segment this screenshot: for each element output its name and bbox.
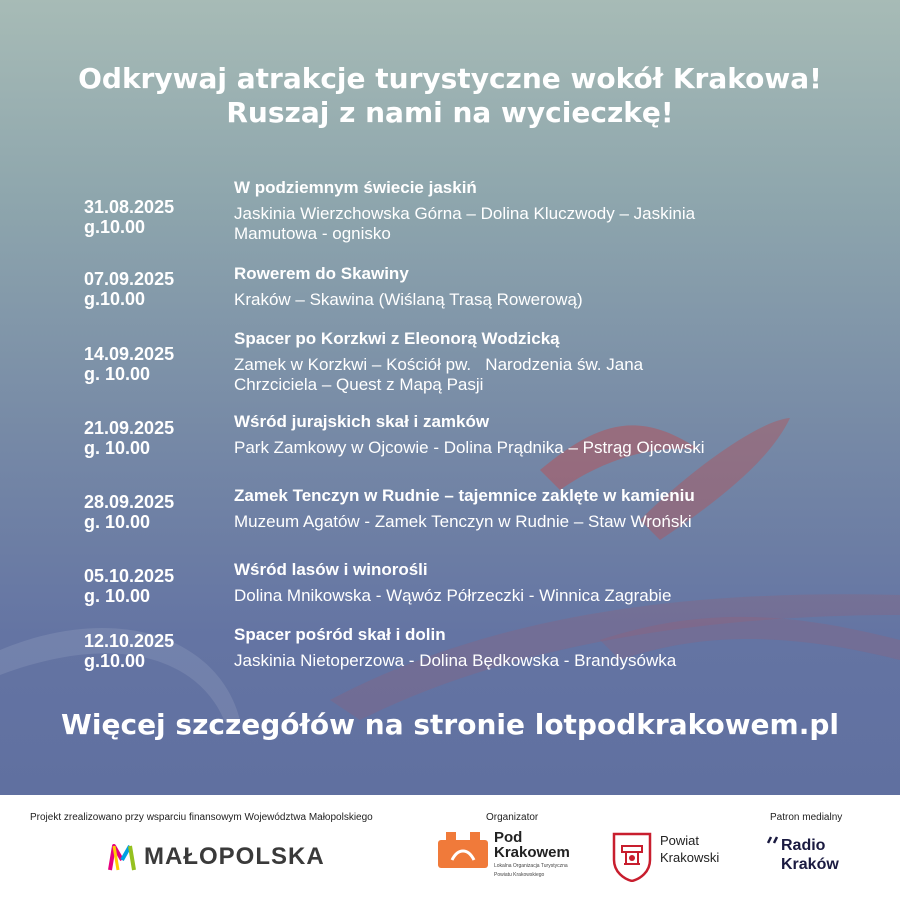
event-date-time: g. 10.00 (84, 586, 151, 606)
podkrakowem-sub-2: Powiatu Krakowskiego (494, 872, 545, 878)
event-date (84, 418, 224, 458)
event-desc (234, 651, 824, 671)
event-date-day: 28.09.2025 (84, 492, 175, 512)
event-date-day: 31.08.2025 (84, 197, 175, 217)
podkrakowem-word-2: Krakowem (494, 844, 570, 861)
event-info (234, 484, 824, 532)
event-desc-line: Dolina Mnikowska - Wąwóz Półrzeczki - Winnica Zagrabie (234, 586, 672, 605)
powiat-word-1: Powiat (660, 833, 700, 848)
event-date-time: g.10.00 (84, 651, 146, 671)
headline (0, 62, 900, 130)
event-date (84, 269, 224, 309)
event-info (234, 262, 824, 310)
event-date (84, 566, 224, 606)
powiat-word-2: Krakowski (660, 850, 720, 865)
event-desc-line: Chrzciciela – Quest z Mapą Pasji (234, 375, 484, 394)
event-info (234, 558, 824, 606)
podkrakowem-icon (438, 830, 488, 870)
event-date-time: g. 10.00 (84, 512, 151, 532)
malopolska-wordmark: MAŁOPOLSKA (144, 843, 325, 870)
event-date (84, 492, 224, 532)
event-desc-line: Jaskinia Wierzchowska Górna – Dolina Kluczwody – Jaskinia (234, 204, 696, 223)
event-date-day: 21.09.2025 (84, 418, 175, 438)
event-info (234, 327, 824, 395)
event-date-day: 05.10.2025 (84, 566, 175, 586)
powiat-krakowski-logo (612, 832, 719, 882)
event-desc (234, 290, 824, 310)
event-desc (234, 438, 824, 458)
radio-quote-icon (767, 836, 781, 844)
patron-label: Patron medialny (770, 812, 843, 823)
event-desc-line: Jaskinia Nietoperzowa - Dolina Będkowska - Brandysówka (234, 651, 677, 670)
event-date-time: g. 10.00 (84, 364, 151, 384)
event-title: Wśród jurajskich skał i zamków (234, 412, 490, 431)
radio-word-2: Kraków (781, 856, 839, 873)
event-info (234, 410, 824, 458)
event-date-time: g.10.00 (84, 289, 146, 309)
event-date-time: g.10.00 (84, 217, 146, 237)
podkrakowem-logo (438, 830, 570, 878)
headline-line-1: Odkrywaj atrakcje turystyczne wokół Krakowa! (78, 62, 822, 95)
event-title: Rowerem do Skawiny (234, 264, 409, 283)
more-info-link-text: Więcej szczegółów na stronie lotpodkrakowem.pl (61, 708, 839, 741)
support-label: Projekt zrealizowano przy wsparciu finansowym Województwa Małopolskiego (30, 812, 373, 823)
event-title: Zamek Tenczyn w Rudnie – tajemnice zaklęte w kamieniu (234, 486, 695, 505)
event-desc-line: Muzeum Agatów - Zamek Tenczyn w Rudnie – Staw Wroński (234, 512, 692, 531)
event-desc (234, 586, 824, 606)
event-desc-line: Mamutowa - ognisko (234, 224, 391, 243)
event-desc (234, 512, 824, 532)
podkrakowem-word-1: Pod (494, 829, 523, 846)
headline-line-2: Ruszaj z nami na wycieczkę! (226, 96, 674, 129)
podkrakowem-sub-1: Lokalna Organizacja Turystyczna (494, 863, 568, 869)
event-title: W podziemnym świecie jaskiń (234, 178, 477, 197)
event-date-time: g. 10.00 (84, 438, 151, 458)
event-desc-line: Kraków – Skawina (Wiślaną Trasą Rowerową) (234, 290, 583, 309)
event-desc-line: Zamek w Korzkwi – Kościół pw. Narodzenia św. Jana (234, 355, 644, 374)
event-desc-line: Park Zamkowy w Ojcowie - Dolina Prądnika – Pstrąg Ojcowski (234, 438, 705, 457)
organizer-label: Organizator (486, 812, 539, 823)
event-title: Wśród lasów i winorośli (234, 560, 428, 579)
malopolska-m-icon (108, 842, 136, 872)
event-title: Spacer pośród skał i dolin (234, 625, 446, 644)
event-date-day: 07.09.2025 (84, 269, 175, 289)
coat-of-arms-icon (612, 832, 652, 882)
event-title: Spacer po Korzkwi z Eleonorą Wodzicką (234, 329, 560, 348)
radio-krakow-logo (767, 836, 839, 874)
event-info (234, 176, 824, 244)
radio-word-1: Radio (781, 837, 826, 854)
event-date (84, 197, 224, 237)
malopolska-logo (108, 842, 325, 872)
event-date-day: 12.10.2025 (84, 631, 175, 651)
event-date (84, 344, 224, 384)
event-date (84, 631, 224, 671)
event-date-day: 14.09.2025 (84, 344, 175, 364)
event-desc (234, 204, 824, 244)
event-info (234, 623, 824, 671)
event-desc (234, 355, 824, 395)
